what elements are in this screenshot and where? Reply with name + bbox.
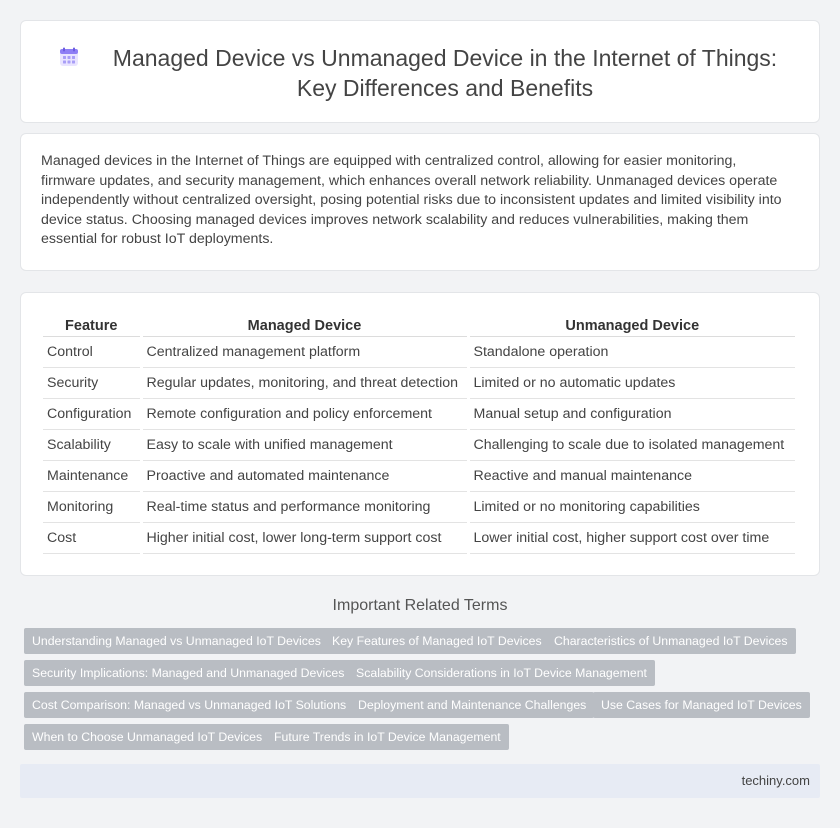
related-tag[interactable]: Security Implications: Managed and Unmanaged Devices (24, 660, 352, 686)
table-row (43, 337, 795, 368)
header-managed: Managed Device (141, 315, 468, 337)
related-tag[interactable]: Deployment and Maintenance Challenges (350, 692, 594, 718)
footer (20, 764, 820, 798)
table-row (43, 399, 795, 430)
feature-cell: Maintenance (43, 461, 141, 492)
comparison-table (43, 315, 795, 554)
related-tag[interactable]: When to Choose Unmanaged IoT Devices (24, 724, 270, 750)
unmanaged-cell: Manual setup and configuration (468, 399, 795, 430)
related-tag[interactable]: Cost Comparison: Managed vs Unmanaged IoT Solutions (24, 692, 354, 718)
table-header-row (43, 315, 795, 337)
related-tag[interactable]: Future Trends in IoT Device Management (266, 724, 509, 750)
unmanaged-cell: Challenging to scale due to isolated management (468, 430, 795, 461)
managed-cell: Easy to scale with unified management (141, 430, 468, 461)
unmanaged-cell: Limited or no automatic updates (468, 368, 795, 399)
intro-card (20, 133, 820, 271)
header-feature: Feature (43, 315, 141, 337)
table-row (43, 492, 795, 523)
managed-cell: Higher initial cost, lower long-term support cost (141, 523, 468, 554)
table-row (43, 523, 795, 554)
intro-paragraph: Managed devices in the Internet of Things are equipped with centralized control, allowing for easier monitoring, firmware updates, and security management, which enhances overall network reliability. Unmanaged devices operate independently without centralized oversight, posing potential risks due to inconsistent updates and limited visibility into device status. Choosing managed devices improves network scalability and reduces vulnerabilities, making them essential for robust IoT deployments. (41, 153, 782, 247)
managed-cell: Proactive and automated maintenance (141, 461, 468, 492)
header-unmanaged: Unmanaged Device (468, 315, 795, 337)
managed-cell: Regular updates, monitoring, and threat detection (141, 368, 468, 399)
title-card (20, 20, 820, 123)
managed-cell: Remote configuration and policy enforcement (141, 399, 468, 430)
footer-brand[interactable]: techiny.com (741, 773, 810, 788)
table-row (43, 368, 795, 399)
related-tag[interactable]: Key Features of Managed IoT Devices (324, 628, 550, 654)
related-tag[interactable]: Understanding Managed vs Unmanaged IoT Devices (24, 628, 329, 654)
feature-cell: Monitoring (43, 492, 141, 523)
unmanaged-cell: Reactive and manual maintenance (468, 461, 795, 492)
feature-cell: Control (43, 337, 141, 368)
related-tag[interactable]: Characteristics of Unmanaged IoT Devices (546, 628, 796, 654)
table-row (43, 461, 795, 492)
unmanaged-cell: Lower initial cost, higher support cost over time (468, 523, 795, 554)
feature-cell: Security (43, 368, 141, 399)
feature-cell: Configuration (43, 399, 141, 430)
managed-cell: Centralized management platform (141, 337, 468, 368)
feature-cell: Cost (43, 523, 141, 554)
unmanaged-cell: Limited or no monitoring capabilities (468, 492, 795, 523)
comparison-table-card (20, 292, 820, 576)
managed-cell: Real-time status and performance monitoring (141, 492, 468, 523)
feature-cell: Scalability (43, 430, 141, 461)
related-terms-heading: Important Related Terms (332, 597, 508, 614)
page-title: Managed Device vs Unmanaged Device in the Internet of Things: Key Differences and Benefits (112, 45, 778, 101)
related-tag[interactable]: Use Cases for Managed IoT Devices (593, 692, 810, 718)
related-tag[interactable]: Scalability Considerations in IoT Device Management (348, 660, 655, 686)
unmanaged-cell: Standalone operation (468, 337, 795, 368)
table-row (43, 430, 795, 461)
